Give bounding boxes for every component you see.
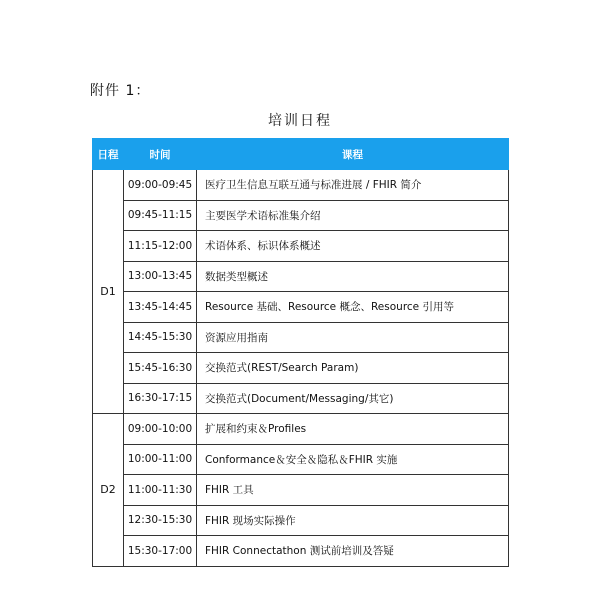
table-row — [93, 536, 509, 567]
schedule-body — [93, 170, 509, 567]
day-cell: D1 — [93, 170, 124, 414]
table-header-row — [93, 139, 509, 170]
table-row — [93, 505, 509, 536]
time-cell: 11:15-12:00 — [124, 231, 197, 262]
course-cell — [197, 322, 509, 353]
course-cell — [197, 475, 509, 506]
course-text: 主要医学术语标准集介绍 — [205, 209, 321, 222]
time-cell: 10:00-11:00 — [124, 444, 197, 475]
time-cell: 15:30-17:00 — [124, 536, 197, 567]
course-text: 交换范式(REST/Search Param) — [205, 362, 359, 375]
course-cell — [197, 261, 509, 292]
course-text: 扩展和约束＆Profiles — [205, 423, 307, 436]
time-cell: 15:45-16:30 — [124, 353, 197, 384]
table-row — [93, 292, 509, 323]
course-text: Conformance＆安全＆隐私＆FHIR 实施 — [205, 453, 398, 466]
table-row — [93, 261, 509, 292]
course-text: FHIR 工具 — [205, 484, 254, 497]
course-text: FHIR Connectathon 测试前培训及答疑 — [205, 545, 394, 558]
time-cell: 16:30-17:15 — [124, 383, 197, 414]
course-cell — [197, 505, 509, 536]
course-text: 数据类型概述 — [205, 270, 268, 283]
table-row — [93, 475, 509, 506]
time-cell: 09:00-10:00 — [124, 414, 197, 445]
document-title: 培训日程 — [268, 113, 332, 129]
course-cell — [197, 231, 509, 262]
time-cell: 13:45-14:45 — [124, 292, 197, 323]
table-row — [93, 231, 509, 262]
course-text: FHIR 现场实际操作 — [205, 514, 296, 527]
attachment-label: 附件 1： — [90, 83, 151, 99]
course-cell — [197, 292, 509, 323]
day-cell: D2 — [93, 414, 124, 567]
header-course: 课程 — [197, 139, 509, 170]
course-cell — [197, 353, 509, 384]
header-time: 时间 — [124, 139, 197, 170]
time-cell: 09:00-09:45 — [124, 170, 197, 201]
course-text: 交换范式(Document/Messaging/其它) — [205, 392, 394, 405]
table-row — [93, 444, 509, 475]
course-cell — [197, 200, 509, 231]
time-cell: 13:00-13:45 — [124, 261, 197, 292]
course-text: 医疗卫生信息互联互通与标准进展 / FHIR 简介 — [205, 179, 422, 192]
table-row — [93, 353, 509, 384]
course-cell — [197, 536, 509, 567]
course-text: 资源应用指南 — [205, 331, 268, 344]
header-day: 日程 — [93, 139, 124, 170]
time-cell: 14:45-15:30 — [124, 322, 197, 353]
course-text: Resource 基础、Resource 概念、Resource 引用等 — [205, 301, 454, 314]
course-cell — [197, 414, 509, 445]
time-cell: 11:00-11:30 — [124, 475, 197, 506]
table-row — [93, 170, 509, 201]
course-cell — [197, 383, 509, 414]
table-row — [93, 383, 509, 414]
table-row — [93, 322, 509, 353]
time-cell: 09:45-11:15 — [124, 200, 197, 231]
table-row — [93, 200, 509, 231]
time-cell: 12:30-15:30 — [124, 505, 197, 536]
course-cell — [197, 170, 509, 201]
course-text: 术语体系、标识体系概述 — [205, 240, 321, 253]
course-cell — [197, 444, 509, 475]
table-row — [93, 414, 509, 445]
schedule-table — [92, 138, 509, 567]
